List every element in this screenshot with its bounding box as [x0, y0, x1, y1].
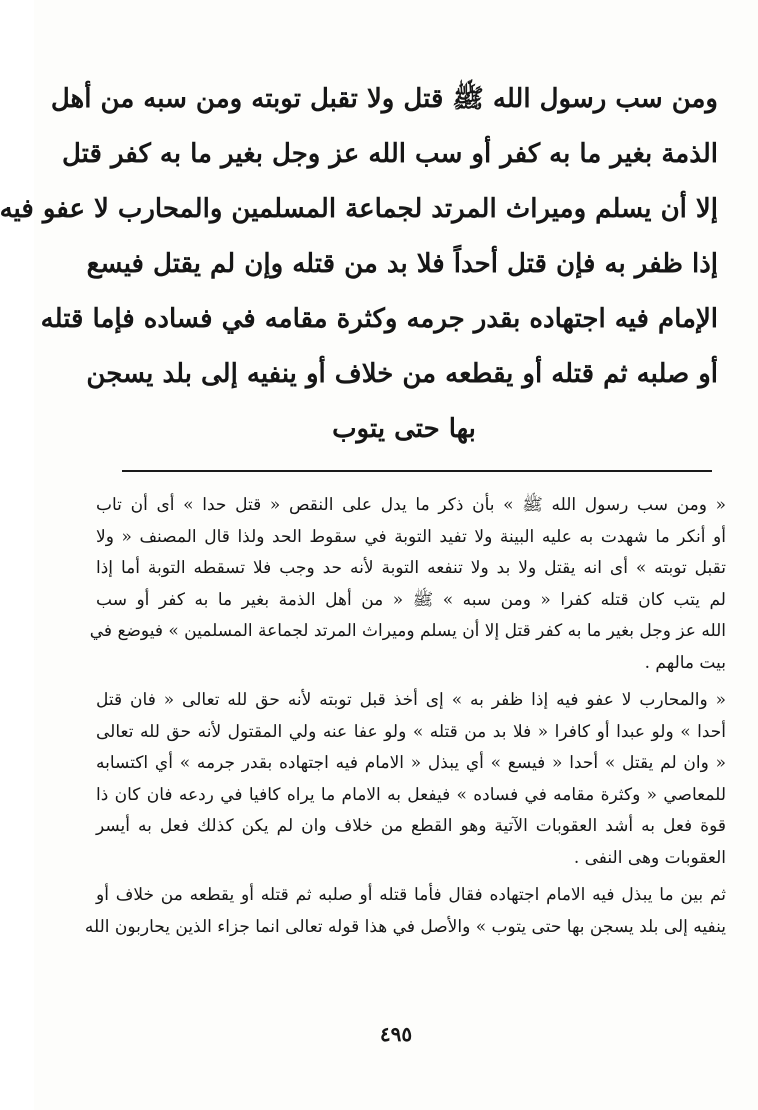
commentary-line: تقبل توبته » أى انه يقتل ولا بد ولا تنفعه التوبة لأنه حد وجب فلا تسقطه التوبة أما إذا	[96, 558, 726, 578]
commentary	[84, 490, 726, 949]
main-text-line: ومن سب رسول الله ﷺ قتل ولا تقبل توبته ومن سبه من أهل	[50, 84, 718, 114]
commentary-line: أو أنكر ما شهدت به عليه البينة ولا تفيد التوبة في سقوط الحد ولذا قال المصنف « ولا	[96, 526, 726, 547]
main-text-line: إلا أن يسلم وميراث المرتد لجماعة المسلمين والمحارب لا عفو فيه	[0, 194, 718, 224]
commentary-line: ينفيه إلى بلد يسجن بها حتى يتوب » والأصل في هذا قوله تعالى انما جزاء الذين يحاربون الله	[84, 916, 726, 937]
commentary-line: « ومن سب رسول الله ﷺ » بأن ذكر ما يدل على النقص « قتل حدا » أى أن تاب	[96, 495, 726, 515]
main-text-line: الإمام فيه اجتهاده بقدر جرمه وكثرة مقامه في فساده فإما قتله	[40, 304, 718, 334]
commentary-paragraph	[89, 490, 726, 679]
commentary-line: الله عز وجل بغير ما به كفر قتل إلا أن يسلم وميراث المرتد لجماعة المسلمين » فيوضع في	[89, 621, 726, 641]
main-text-line: إذا ظفر به فإن قتل أحداً فلا بد من قتله وإن لم يقتل فيسع	[86, 249, 718, 279]
commentary-line: قوة فعل به أشد العقوبات الآتية وهو القطع من خلاف وان لم يكن كذلك فعل به أيسر	[96, 816, 726, 836]
commentary-line: للمعاصي « وكثرة مقامه في فساده » فيفعل به الامام ما يراه كافيا في ردعه فان كان ذا	[96, 784, 726, 805]
page-number: ٤٩٥	[379, 1022, 413, 1046]
commentary-paragraph	[84, 880, 726, 943]
commentary-line: بيت مالهم .	[644, 652, 726, 673]
main-text	[0, 72, 718, 457]
commentary-line: « والمحارب لا عفو فيه إذا ظفر به » إى أخذ قبل توبته لأنه حق لله تعالى « فان قتل	[96, 690, 726, 710]
commentary-paragraph	[96, 685, 726, 874]
commentary-line: العقوبات وهى النفى .	[573, 847, 726, 868]
main-text-line: أو صلبه ثم قتله أو يقطعه من خلاف أو ينفيه إلى بلد يسجن	[86, 359, 718, 389]
main-text-line: بها حتى يتوب	[332, 414, 476, 444]
commentary-line: لم يتب كان قتله كفرا « ومن سبه » ﷺ « من أهل الذمة بغير ما به كفر أو سب	[96, 589, 726, 610]
commentary-line: ثم بين ما يبذل فيه الامام اجتهاده فقال فأما قتله أو صلبه ثم قتله أو يقطعه من خلاف أو	[96, 885, 726, 905]
main-text-line: الذمة بغير ما به كفر أو سب الله عز وجل بغير ما به كفر قتل	[61, 139, 718, 169]
commentary-line: « وان لم يقتل » أحدا « فيسع » أي يبذل « الامام فيه اجتهاده بقدر جرمه » أي اكتسابه	[96, 753, 726, 773]
commentary-line: أحدا » ولو عبدا أو كافرا « فلا بد من قتله » ولو عفا عنه ولي المقتول لأنه حق لله تعالى	[96, 721, 726, 742]
section-divider	[122, 470, 712, 472]
